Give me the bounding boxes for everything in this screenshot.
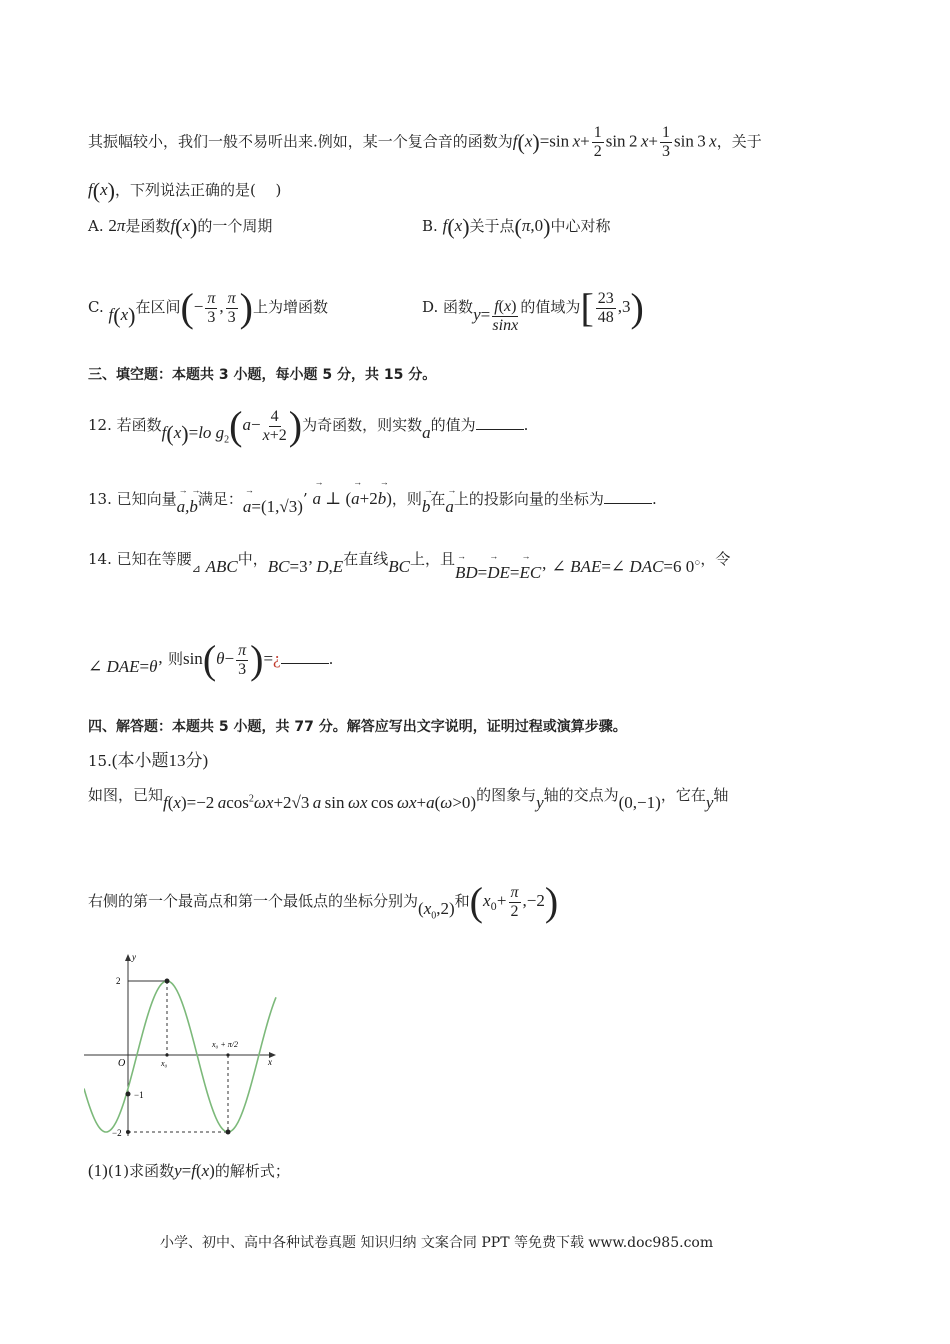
q11-option-d[interactable]: D. 函数y= $\frac{f(x)}{\sin x}$ 的值域为[ $\frac{23}{48}$ ,3): [422, 285, 644, 334]
q15-text5: 轴: [713, 786, 729, 804]
x-label: x: [268, 1057, 272, 1067]
q15-line2: 右侧的第一个最高点和第一个最低点的坐标分别为$(x_0,2)$和($x_0+$ $\frac{\pi}{2}$ ,−2): [88, 879, 559, 924]
q15-text4: ，它在: [660, 786, 706, 804]
y-label: y: [132, 952, 136, 962]
q13-answer-blank[interactable]: [604, 491, 652, 504]
y-axis-arrow: [125, 954, 131, 961]
section3-heading: 三、填空题：本题共 3 小题，每小题 5 分，共 15 分。: [88, 367, 437, 383]
q14-answer-blank[interactable]: [281, 651, 329, 664]
q15-sub1: (1)(1)求函数y=f(x)的解析式；: [88, 1161, 290, 1180]
q14-text2: 中，: [237, 550, 268, 568]
q13-text3: ，则: [391, 490, 422, 508]
opt-a-text2: 的一个周期: [197, 217, 273, 235]
page-footer: 小学、初中、高中各种试卷真题 知识归纳 文案合同 PPT 等免费下载 www.doc985.com: [160, 1235, 714, 1251]
opt-a-text1: 是函数: [125, 217, 171, 235]
q14-line1: 14. 已知在等腰⊿ ABC中，BC=3’ D,E在直线BC上，且→ BD=→ DE=→ EC’ ∠ BAE=∠ DAC=6 0○，令: [88, 548, 730, 569]
x0-pi2-label: x₀ + π/2: [212, 1040, 238, 1049]
function-graph: [84, 950, 284, 1140]
q15-text7: 和: [454, 892, 470, 910]
q13-num: 13.: [88, 490, 112, 508]
q13-text4: 在: [430, 490, 446, 508]
section4-heading: 四、解答题：本题共 5 小题，共 77 分。解答应写出文字说明，证明过程或演算步骤。: [88, 719, 627, 735]
q12: 12. 若函数f(x)=lo $g_2(a-$ $\frac{4}{x+2}$ )为奇函数，则实数a的值为 .: [88, 403, 529, 448]
q15-text1: 如图，已知: [88, 786, 164, 804]
q13-end: .: [651, 490, 657, 508]
q12-answer-blank[interactable]: [476, 417, 524, 430]
q11-stem-line2: f(x)，下列说法正确的是( ): [88, 178, 282, 203]
tick-2: 2: [116, 976, 121, 986]
q13-text5: 上的投影向量的坐标为: [453, 490, 604, 508]
q11-option-b[interactable]: B. f(x)关于点(π,0)中心对称: [422, 214, 611, 239]
q14-text3: 在直线: [343, 550, 389, 568]
q15-num: 15.: [88, 752, 112, 770]
y-intercept-point: [126, 1092, 131, 1097]
x0pi2-point: [226, 1053, 229, 1056]
q14-text5: ，令: [700, 550, 731, 568]
q11-option-c[interactable]: C. f(x)在区间(− $\frac{\pi}{3}$ , $\frac{\pi}{3}$ )上为增函数: [88, 285, 328, 330]
opt-b-label: B.: [422, 217, 438, 235]
tick-m1: −1: [134, 1090, 144, 1100]
origin-label: O: [118, 1058, 126, 1069]
q11-intro: 其振幅较小，我们一般不易听出来.例如，某一个复合音的函数为: [88, 132, 513, 151]
q12-end: .: [523, 416, 529, 434]
opt-b-text2: 中心对称: [550, 217, 611, 235]
q11-stem-line1: 其振幅较小，我们一般不易听出来.例如，某一个复合音的函数为f(x)=sin x+ $\frac{1}{2}$ sin 2 x+ $\frac{1}{3}$ sin 3 x，关于: [88, 124, 762, 160]
q12-text3: 的值为: [430, 416, 476, 434]
q14-end: .: [328, 650, 334, 668]
tick-point-m2: [126, 1130, 130, 1134]
q14-line2: ∠ DAE=θ’ 则sin(θ− $\frac{\pi}{3}$ )=¿ .: [88, 637, 334, 682]
opt-c-text1: 在区间: [135, 298, 181, 316]
q14-text4: 上，且: [409, 550, 455, 568]
q13-text2: 满足：: [197, 490, 243, 508]
q12-text1: 若函数: [116, 416, 162, 434]
min-point: [226, 1130, 231, 1135]
opt-d-text1: 函数: [443, 298, 474, 316]
opt-d-label: D.: [422, 298, 439, 316]
opt-c-label: C.: [88, 298, 104, 316]
q15-text2: 的图象与: [476, 786, 537, 804]
opt-d-text2: 的值域为: [520, 298, 581, 316]
x0-point: [165, 1053, 168, 1056]
q11-stem-tail: ，下列说法正确的是( ): [114, 181, 282, 199]
x0-label: x₀: [161, 1059, 168, 1068]
q14-text6: 则: [167, 650, 183, 668]
q13-text1: 已知向量: [116, 490, 177, 508]
q13: 13. 已知向量→ a,→ b满足：→ a=(1,√3)’ → a ⊥ (→ a+2→ b)，则→ b在→ a上的投影向量的坐标为 .: [88, 488, 657, 509]
max-point: [165, 979, 170, 984]
q12-text2: 为奇函数，则实数: [302, 416, 423, 434]
q14-text1: 已知在等腰: [116, 550, 192, 568]
q15-text3: 轴的交点为: [543, 786, 619, 804]
q15-sub1-tail: 的解析式；: [214, 1162, 290, 1180]
q15-header: [88, 746, 208, 771]
q11-about: ，关于: [716, 132, 762, 151]
q15-note: (本小题13分): [111, 751, 209, 770]
opt-a-label: A.: [88, 217, 104, 235]
q15-text6: 右侧的第一个最高点和第一个最低点的坐标分别为: [88, 892, 419, 910]
sine-curve: [84, 981, 276, 1132]
q15-sub1-text: (1)求函数: [107, 1162, 175, 1180]
q12-num: 12.: [88, 416, 112, 434]
q14-num: 14.: [88, 550, 112, 568]
tick-m2: −2: [112, 1128, 122, 1138]
opt-b-text1: 关于点: [469, 217, 515, 235]
q15-line1: 如图，已知f(x)=−2 acos$^2$ωx+2√3 a sin ωx cos ωx+a(ω>0)的图象与y轴的交点为(0,−1)，它在y轴: [88, 786, 729, 812]
q11-option-a[interactable]: A. 2π是函数f(x)的一个周期: [88, 214, 273, 239]
opt-c-text2: 上为增函数: [252, 298, 328, 316]
